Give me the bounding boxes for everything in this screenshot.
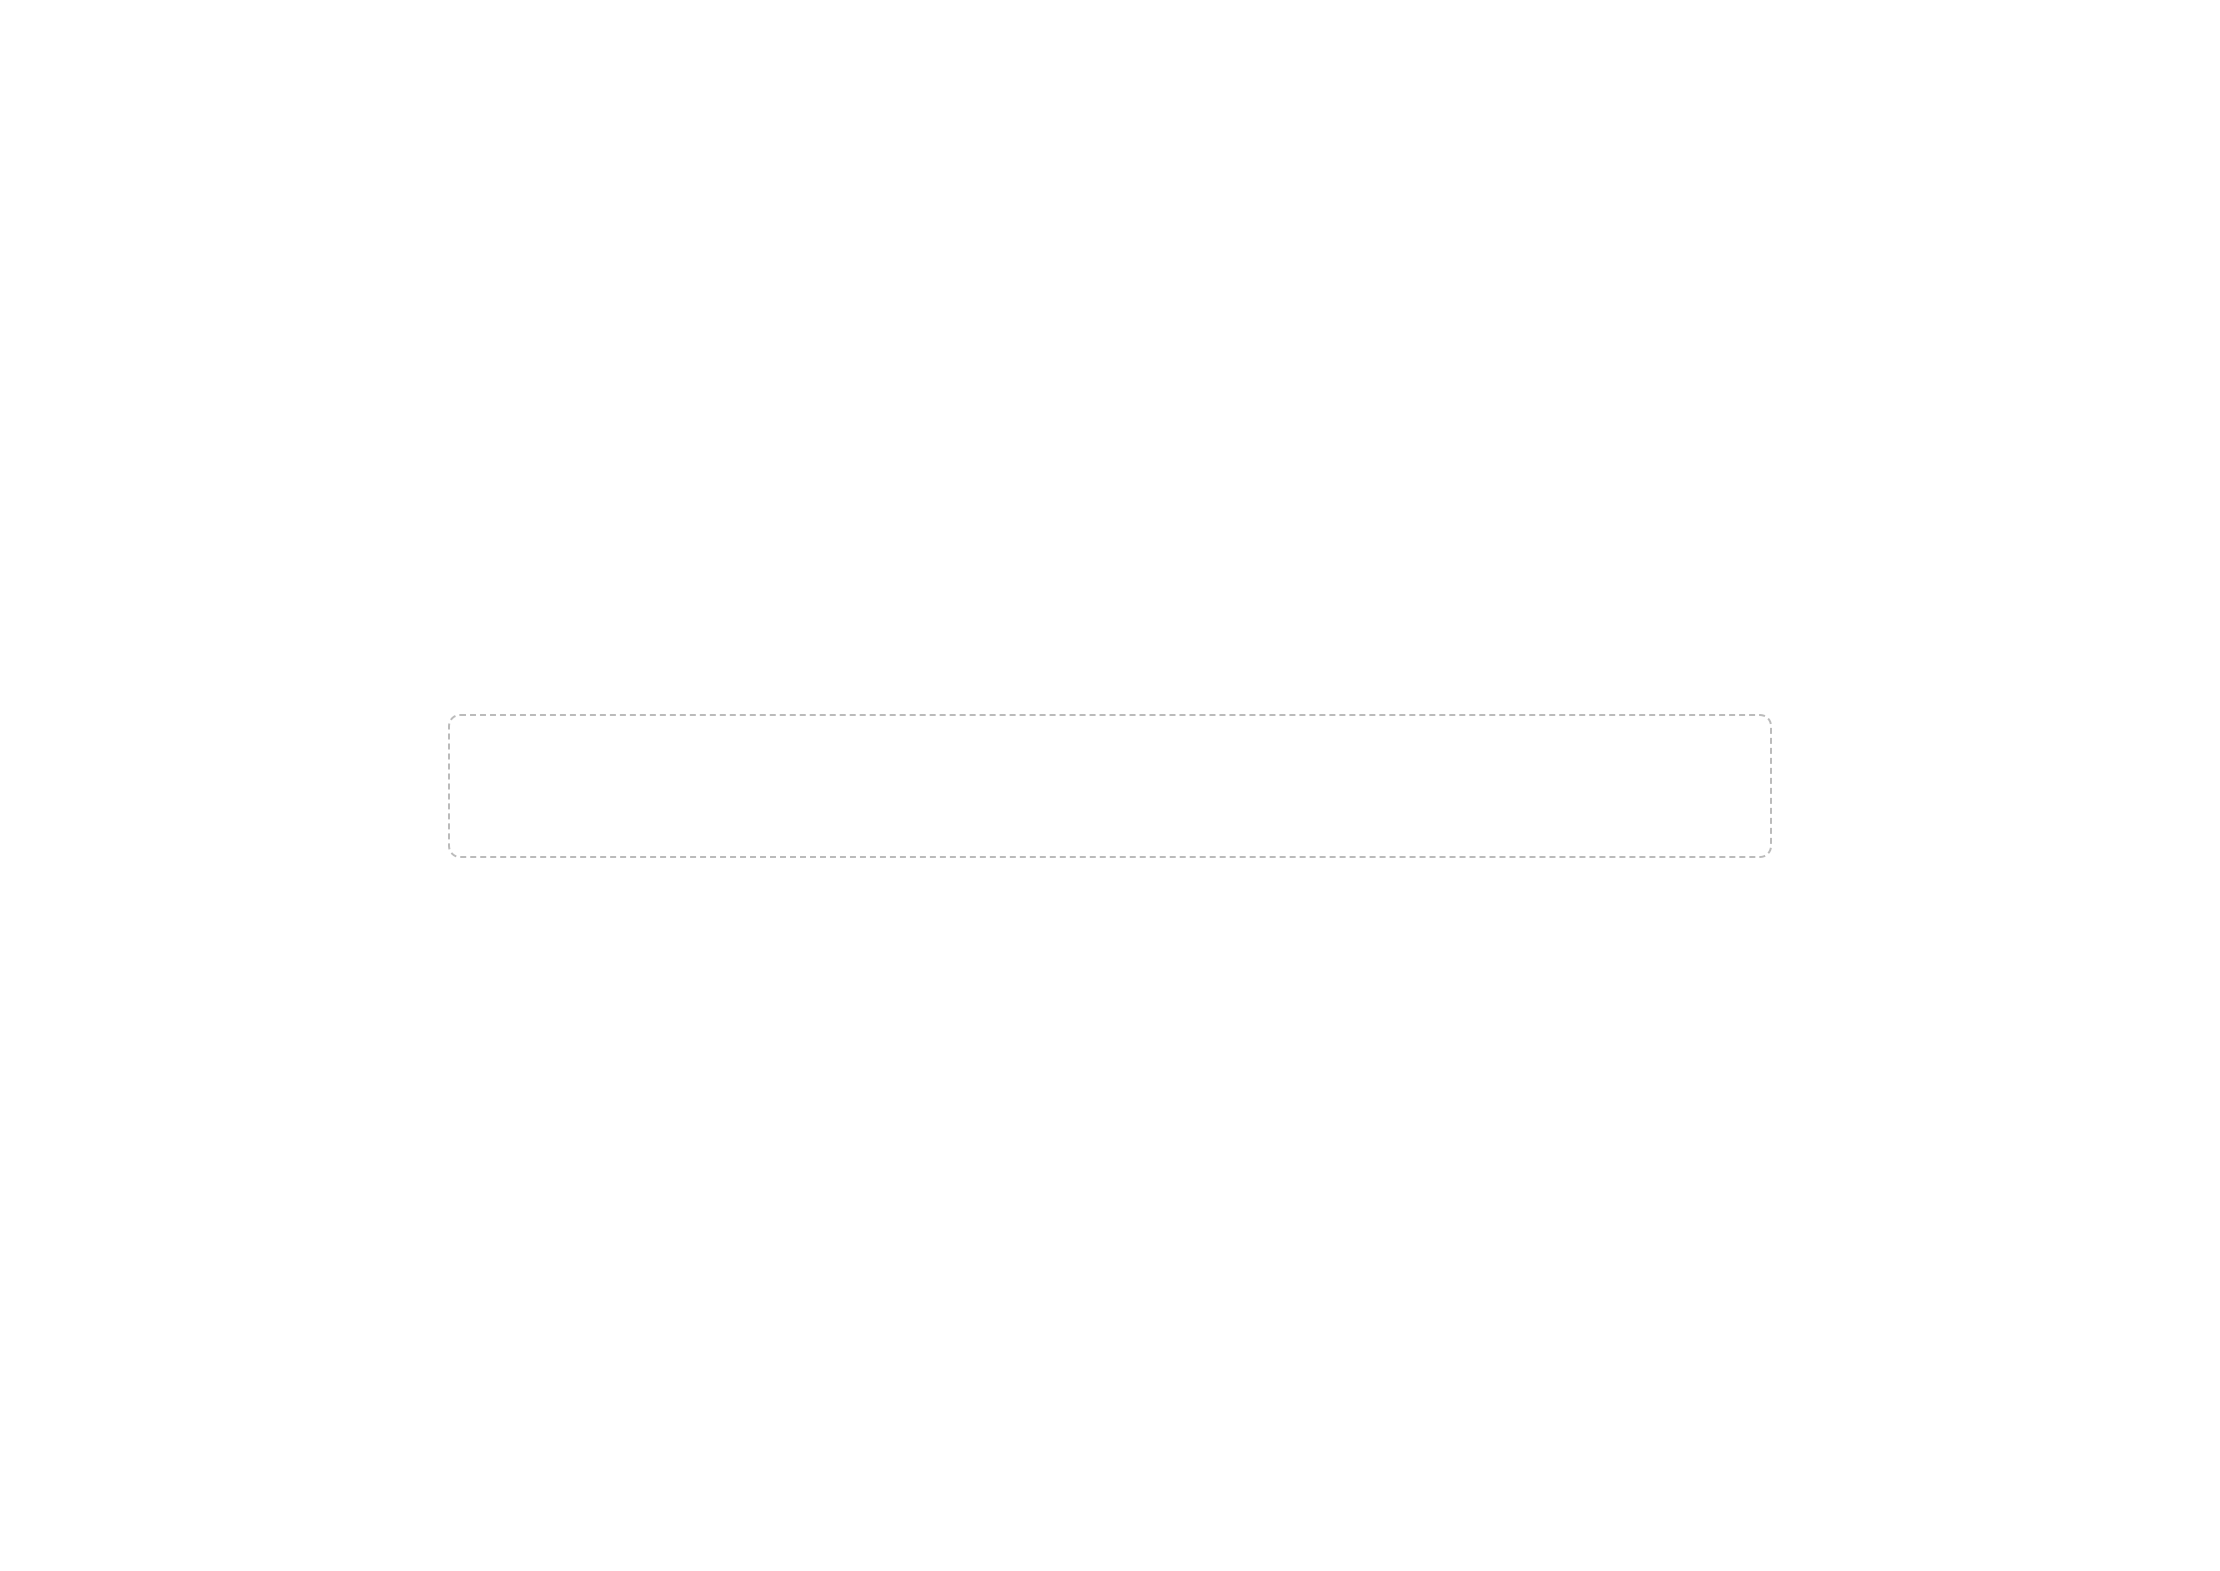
content-placeholder [448, 714, 1772, 858]
